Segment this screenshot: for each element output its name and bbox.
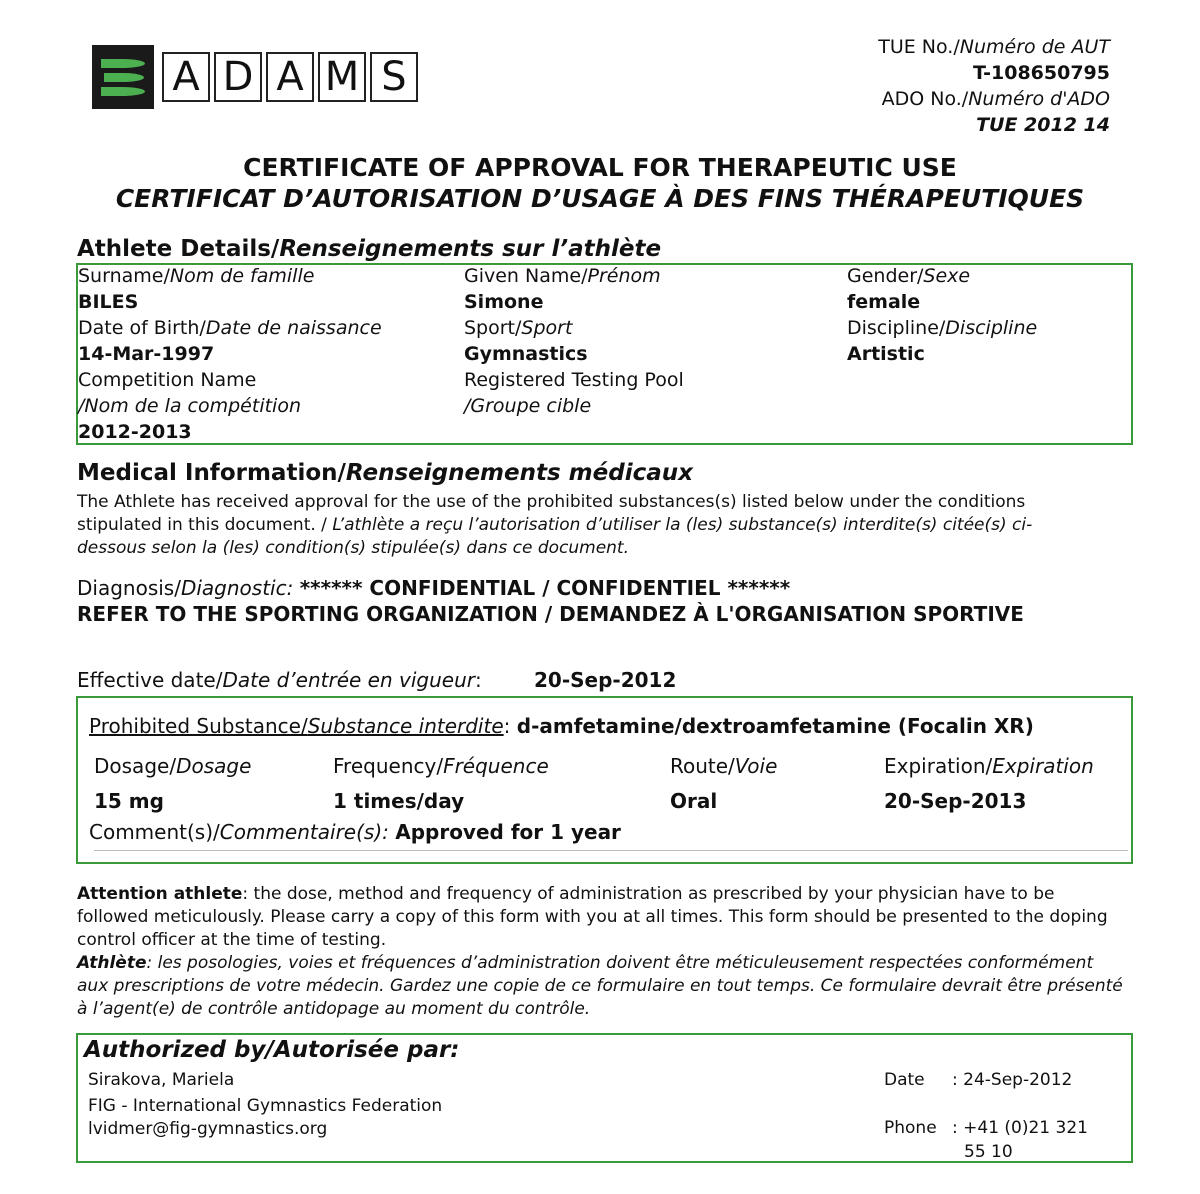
comment-line: Comment(s)/Commentaire(s): Approved for 1 year bbox=[89, 820, 621, 844]
given-name-value: Simone bbox=[464, 291, 544, 313]
frequency-value: 1 times/day bbox=[333, 789, 465, 813]
route-value: Oral bbox=[670, 789, 718, 813]
dob-value: 14-Mar-1997 bbox=[78, 343, 215, 365]
medical-info-heading: Medical Information/Renseignements médicaux bbox=[77, 460, 693, 486]
competition-value: 2012-2013 bbox=[78, 421, 192, 443]
adams-logo bbox=[92, 45, 418, 109]
authorizer-email: lvidmer@fig-gymnastics.org bbox=[88, 1119, 328, 1139]
diagnosis-value: ****** CONFIDENTIAL / CONFIDENTIEL ****** bbox=[299, 576, 791, 600]
competition-label: Competition Name bbox=[78, 369, 257, 391]
effective-date-value: 20-Sep-2012 bbox=[534, 668, 677, 692]
diagnosis-line: Diagnosis/Diagnostic: ****** CONFIDENTIAL / CONFIDENTIEL ****** bbox=[77, 576, 791, 600]
approval-statement: The Athlete has received approval for the use of the prohibited substances(s) listed below under the conditions stipulated in this document. / L’athlète a reçu l’autorisation d’utiliser la (les) substance(s) interdite(s) citée(s) ci-dessous selon la (les) condition(s) stipulée(s) dans ce document. bbox=[77, 492, 1033, 558]
tue-number-label: TUE No./Numéro de AUT bbox=[878, 36, 1110, 58]
expiration-label: Expiration/Expiration bbox=[884, 754, 1094, 778]
gender-label: Gender/Sexe bbox=[847, 265, 971, 287]
tue-number: T-108650795 bbox=[972, 62, 1110, 84]
logo-letter: A bbox=[162, 52, 210, 102]
title-french: CERTIFICAT D’AUTORISATION D’USAGE À DES FINS THÉRAPEUTIQUES bbox=[115, 184, 1085, 213]
phone-label: Phone bbox=[884, 1118, 937, 1138]
logo-letter: A bbox=[266, 52, 314, 102]
certificate-numbers bbox=[878, 34, 1110, 138]
testing-pool-label: Registered Testing Pool bbox=[464, 369, 684, 391]
athlete-details-heading: Athlete Details/Renseignements sur l’athlète bbox=[77, 236, 662, 262]
authorized-date-label: Date bbox=[884, 1070, 925, 1090]
surname-value: BILES bbox=[78, 291, 139, 313]
dosage-value: 15 mg bbox=[94, 789, 164, 813]
ado-number-label: ADO No./Numéro d'ADO bbox=[881, 88, 1110, 110]
substance-divider bbox=[94, 850, 1128, 851]
logo-letter: D bbox=[214, 52, 262, 102]
given-name-label: Given Name/Prénom bbox=[464, 265, 661, 287]
refer-notice: REFER TO THE SPORTING ORGANIZATION / DEMANDEZ À L'ORGANISATION SPORTIVE bbox=[77, 602, 1024, 626]
testing-pool-label-french: /Groupe cible bbox=[464, 395, 592, 417]
title-english: CERTIFICATE OF APPROVAL FOR THERAPEUTIC USE bbox=[243, 153, 957, 182]
expiration-value: 20-Sep-2013 bbox=[884, 789, 1027, 813]
authorizer-organization: FIG - International Gymnastics Federation bbox=[88, 1096, 443, 1116]
logo-letter: S bbox=[370, 52, 418, 102]
comment-value: Approved for 1 year bbox=[395, 820, 621, 844]
logo-letters bbox=[158, 52, 418, 102]
route-label: Route/Voie bbox=[670, 754, 778, 778]
competition-label-french: /Nom de la compétition bbox=[78, 395, 301, 417]
dosage-label: Dosage/Dosage bbox=[94, 754, 252, 778]
athlete-details-box bbox=[76, 263, 1133, 445]
surname-label: Surname/Nom de famille bbox=[78, 265, 315, 287]
authorizer-name: Sirakova, Mariela bbox=[88, 1070, 235, 1090]
phone-value-continued: 55 10 bbox=[964, 1142, 1013, 1162]
logo-letter: M bbox=[318, 52, 366, 102]
attention-french: Athlète: les posologies, voies et fréquences d’administration doivent être méticuleusement respectées conformément aux prescriptions de votre médecin. Gardez une copie de ce formulaire en tout temps. Ce formulaire devrait être présenté à l’agent(e) de contrôle antidopage au moment du contrôle. bbox=[77, 953, 1123, 1019]
dob-label: Date of Birth/Date de naissance bbox=[78, 317, 382, 339]
authorized-heading: Authorized by/Autorisée par: bbox=[84, 1037, 460, 1063]
substance-line: Prohibited Substance/Substance interdite: d-amfetamine/dextroamfetamine (Focalin XR) bbox=[89, 714, 1034, 738]
discipline-label: Discipline/Discipline bbox=[847, 317, 1038, 339]
substance-name: d-amfetamine/dextroamfetamine (Focalin XR) bbox=[516, 714, 1034, 738]
sport-value: Gymnastics bbox=[464, 343, 588, 365]
frequency-label: Frequency/Fréquence bbox=[333, 754, 549, 778]
attention-english: Attention athlete: the dose, method and frequency of administration as prescribed by your physician have to be followed meticulously. Please carry a copy of this form with you at all times. This form should be presented to the doping control officer at the time of testing. bbox=[77, 884, 1108, 950]
authorized-date-value: : 24-Sep-2012 bbox=[952, 1070, 1073, 1090]
discipline-value: Artistic bbox=[847, 343, 925, 365]
adams-leaf-icon bbox=[92, 45, 154, 109]
sport-label: Sport/Sport bbox=[464, 317, 573, 339]
effective-date-label: Effective date/Date d’entrée en vigueur: bbox=[77, 668, 482, 692]
phone-value: : +41 (0)21 321 bbox=[952, 1118, 1088, 1138]
gender-value: female bbox=[847, 291, 921, 313]
ado-number: TUE 2012 14 bbox=[976, 114, 1110, 136]
